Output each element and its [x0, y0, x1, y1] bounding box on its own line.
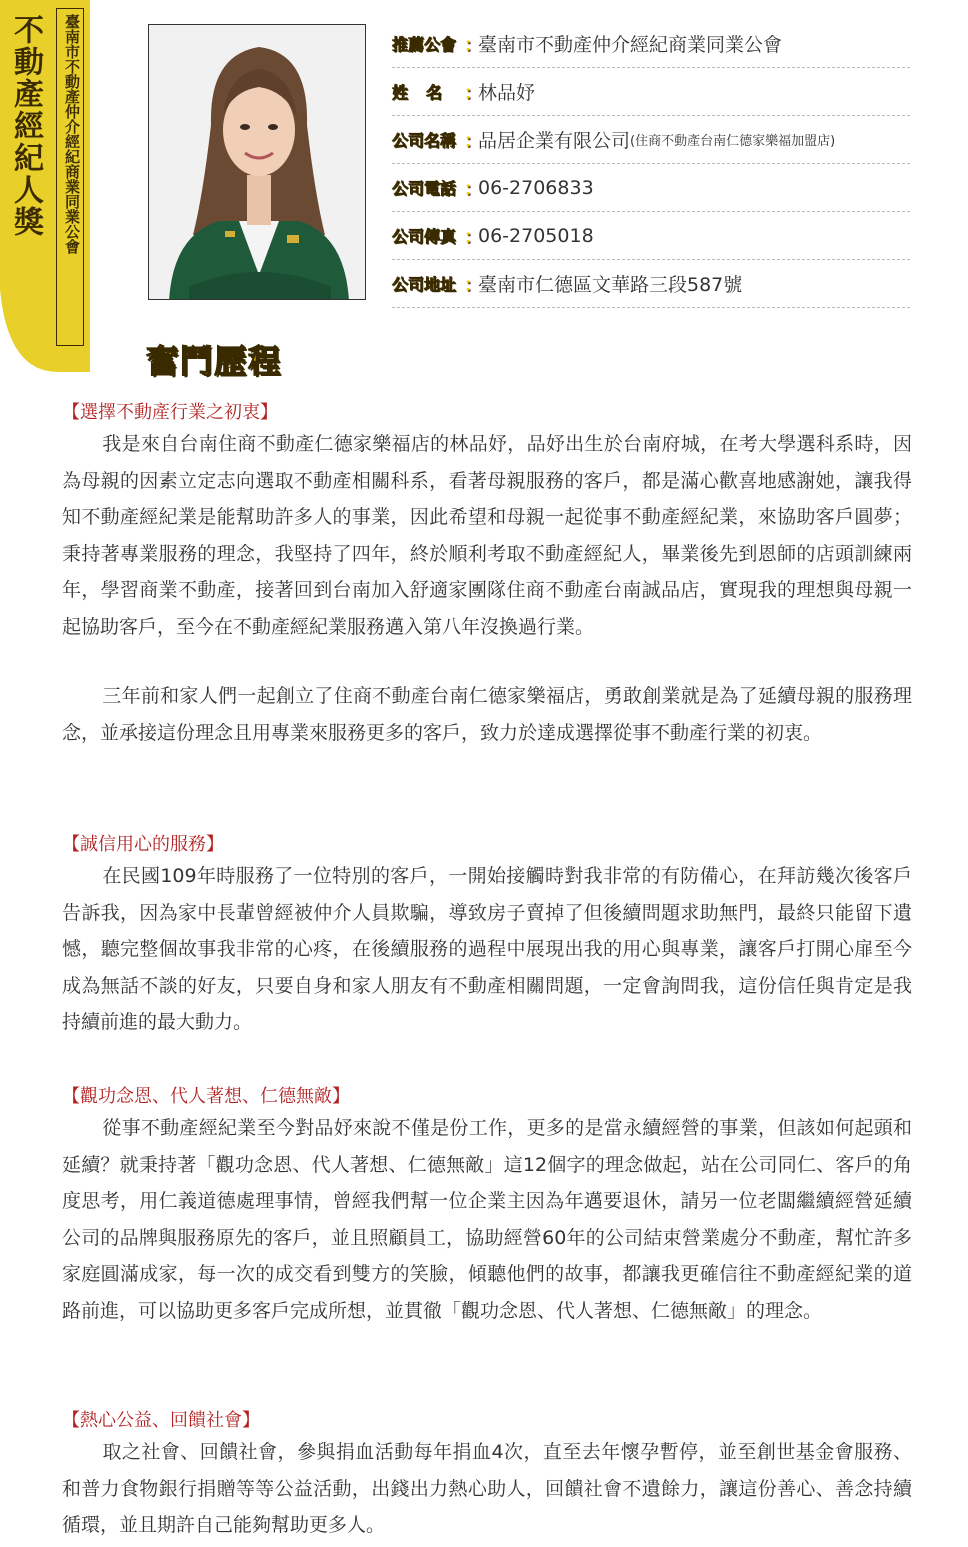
paragraph-text: 在民國109年時服務了一位特別的客戶，一開始接觸時對我非常的有防備心，在拜訪幾次後客戶告訴我，因為家中長輩曾經被仲介人員欺騙，導致房子賣掉了但後續問題求助無門，最終只能留下遺憾，聽完整個故事我非常的心疼，在後續服務的過程中展現出我的用心與專業，讓客戶打開心扉至今成為無話不談的好友，只要自身和家人朋友有不動產相關問題，一定會詢問我，這份信任與肯定是我持續前進的最大動力。	[62, 865, 912, 1033]
section-title: 【熱心公益、回饋社會】	[62, 1410, 260, 1431]
info-colon: ：	[464, 226, 482, 248]
info-row-company	[392, 116, 910, 164]
paragraph-text: 我是來自台南住商不動產仁德家樂福店的林品妤，品妤出生於台南府城，在考大學選科系時，因為母親的因素立定志向選取不動產相關科系，看著母親服務的客戶，都是滿心歡喜地感謝她，讓我得知不動產經紀業是能幫助許多人的事業，因此希望和母親一起從事不動產經紀業，來協助客戶圓夢；秉持著專業服務的理念，我堅持了四年，終於順利考取不動產經紀人，畢業後先到恩師的店頭訓練兩年，學習商業不動產，接著回到台南加入舒適家團隊住商不動產台南誠品店，實現我的理想與母親一起協助客戶，至今在不動產經紀業服務邁入第八年沒換過行業。	[62, 433, 912, 638]
section-heading: 奮鬥歷程	[146, 342, 283, 380]
section-paragraph	[62, 858, 912, 1041]
info-note: (住商不動產台南仁德家樂福加盟店)	[630, 134, 836, 149]
info-value: 臺南市仁德區文華路三段587號	[478, 274, 743, 296]
info-label: 姓名	[392, 83, 461, 102]
info-label: 公司電話	[392, 179, 457, 198]
info-colon: ：	[464, 130, 482, 152]
info-colon: ：	[464, 82, 482, 104]
section-title: 【觀功念恩、代人著想、仁德無敵】	[62, 1086, 350, 1107]
section-paragraph	[62, 1434, 912, 1544]
info-label: 推薦公會	[392, 35, 457, 54]
info-row-name	[392, 68, 910, 116]
info-value: 品居企業有限公司	[478, 130, 631, 152]
info-value: 06-2705018	[478, 224, 594, 247]
section-paragraph	[62, 1110, 912, 1329]
profile-info	[392, 20, 910, 308]
association-name: 臺南市不動產仲介經紀商業同業公會	[63, 14, 81, 254]
info-colon: ：	[464, 178, 482, 200]
section-paragraph	[62, 678, 912, 751]
info-label: 公司名稱	[392, 131, 457, 150]
info-value: 林品妤	[478, 82, 536, 104]
paragraph-text: 取之社會、回饋社會，參與捐血活動每年捐血4次，直至去年懷孕暫停，並至創世基金會服務、和普力食物銀行捐贈等等公益活動，出錢出力熱心助人，回饋社會不遺餘力，讓這份善心、善念持續循環，並且期許自己能夠幫助更多人。	[62, 1441, 912, 1536]
section-paragraph	[62, 426, 912, 645]
paragraph-text: 從事不動產經紀業至今對品妤來說不僅是份工作，更多的是當永續經營的事業，但該如何起頭和延續？就秉持著「觀功念恩、代人著想、仁德無敵」這12個字的理念做起，站在公司同仁、客戶的角度思考，用仁義道德處理事情，曾經我們幫一位企業主因為年邁要退休，請另一位老闆繼續經營延續公司的品牌與服務原先的客戶，並且照顧員工，協助經營60年的公司結束營業處分不動產，幫忙許多家庭圓滿成家，每一次的成交看到雙方的笑臉，傾聽他們的故事，都讓我更確信往不動產經紀業的道路前進，可以協助更多客戶完成所想，並貫徹「觀功念恩、代人著想、仁德無敵」的理念。	[62, 1117, 912, 1322]
portrait-photo	[148, 24, 366, 300]
award-title: 不動產經紀人獎	[8, 14, 43, 238]
info-row-fax	[392, 212, 910, 260]
info-colon: ：	[464, 34, 482, 56]
section-title: 【選擇不動產行業之初衷】	[62, 402, 278, 423]
info-row-address	[392, 260, 910, 308]
info-value: 臺南市不動產仲介經紀商業同業公會	[478, 34, 783, 56]
info-value: 06-2706833	[478, 176, 594, 199]
info-row-phone	[392, 164, 910, 212]
paragraph-text: 三年前和家人們一起創立了住商不動產台南仁德家樂福店，勇敢創業就是為了延續母親的服務理念，並承接這份理念且用專業來服務更多的客戶，致力於達成選擇從事不動產行業的初衷。	[62, 685, 912, 744]
info-colon: ：	[464, 274, 482, 296]
section-title: 【誠信用心的服務】	[62, 834, 224, 855]
info-label: 公司傳真	[392, 227, 457, 246]
info-label: 公司地址	[392, 275, 457, 294]
award-banner	[0, 0, 90, 372]
portrait-icon	[149, 25, 366, 300]
info-row-association	[392, 20, 910, 68]
